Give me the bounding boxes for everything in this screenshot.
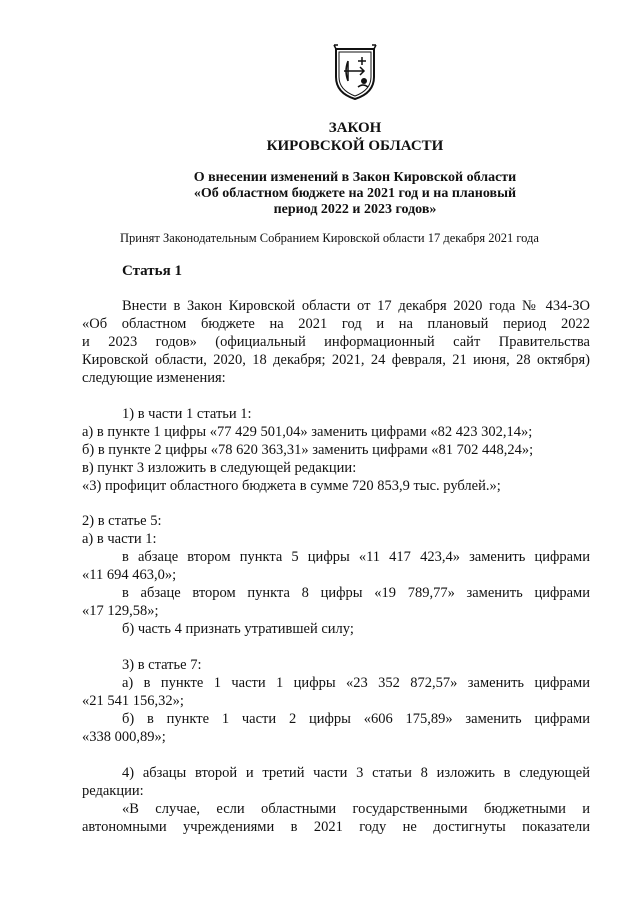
- adoption-note: Принят Законодательным Собранием Кировской области 17 декабря 2021 года: [120, 231, 539, 245]
- body-text-line: «11 694 463,0»;: [82, 567, 177, 583]
- body-text-line: «17 129,58»;: [82, 603, 159, 619]
- body-text-line: б) в пункте 1 части 2 цифры «606 175,89» заменить цифрами: [122, 711, 590, 727]
- coat-of-arms-icon: [330, 43, 380, 101]
- body-text-line: следующие изменения:: [82, 370, 226, 386]
- body-text-line: «В случае, если областными государственными бюджетными и: [122, 801, 590, 817]
- body-text-line: «338 000,89»;: [82, 729, 166, 745]
- article-heading: Статья 1: [122, 263, 182, 279]
- body-text-line: в) пункт 3 изложить в следующей редакции:: [82, 460, 357, 476]
- body-text-line: в абзаце втором пункта 5 цифры «11 417 423,4» заменить цифрами: [122, 549, 590, 565]
- body-text-line: 1) в части 1 статьи 1:: [122, 406, 252, 422]
- body-text-line: «3) профицит областного бюджета в сумме 720 853,9 тыс. рублей.»;: [82, 478, 501, 494]
- law-subject-line: «Об областном бюджете на 2021 год и на плановый: [193, 186, 517, 201]
- law-subject-line: период 2022 и 2023 годов»: [273, 202, 437, 217]
- body-text-line: редакции:: [82, 783, 144, 799]
- body-text-line: б) в пункте 2 цифры «78 620 363,31» заменить цифрами «81 702 448,24»;: [82, 442, 534, 458]
- body-text-line: а) в пункте 1 части 1 цифры «23 352 872,57» заменить цифрами: [122, 675, 590, 691]
- law-subject-line: О внесении изменений в Закон Кировской области: [193, 170, 517, 185]
- body-text-line: а) в части 1:: [82, 531, 157, 547]
- body-text-line: и 2023 годов» (официальный информационный сайт Правительства: [82, 334, 590, 350]
- body-text-line: в абзаце втором пункта 8 цифры «19 789,77» заменить цифрами: [122, 585, 590, 601]
- body-text-line: «21 541 156,32»;: [82, 693, 184, 709]
- body-text-line: Кировской области, 2020, 18 декабря; 2021, 24 февраля, 21 июня, 28 октября): [82, 352, 590, 368]
- body-text-line: «Об областном бюджете на 2021 год и на плановый период 2022: [82, 316, 590, 332]
- body-text-line: б) часть 4 признать утратившей силу;: [122, 621, 354, 637]
- body-text-line: Внести в Закон Кировской области от 17 декабря 2020 года № 434-ЗО: [122, 298, 590, 314]
- body-text-line: 2) в статье 5:: [82, 513, 162, 529]
- body-text-line: а) в пункте 1 цифры «77 429 501,04» заменить цифрами «82 423 302,14»;: [82, 424, 533, 440]
- law-title: ЗАКОН: [328, 120, 382, 136]
- body-text-line: 4) абзацы второй и третий части 3 статьи 8 изложить в следующей: [122, 765, 590, 781]
- law-region: КИРОВСКОЙ ОБЛАСТИ: [266, 138, 444, 154]
- body-text-line: 3) в статье 7:: [122, 657, 202, 673]
- body-text-line: автономными учреждениями в 2021 году не достигнуты показатели: [82, 819, 590, 835]
